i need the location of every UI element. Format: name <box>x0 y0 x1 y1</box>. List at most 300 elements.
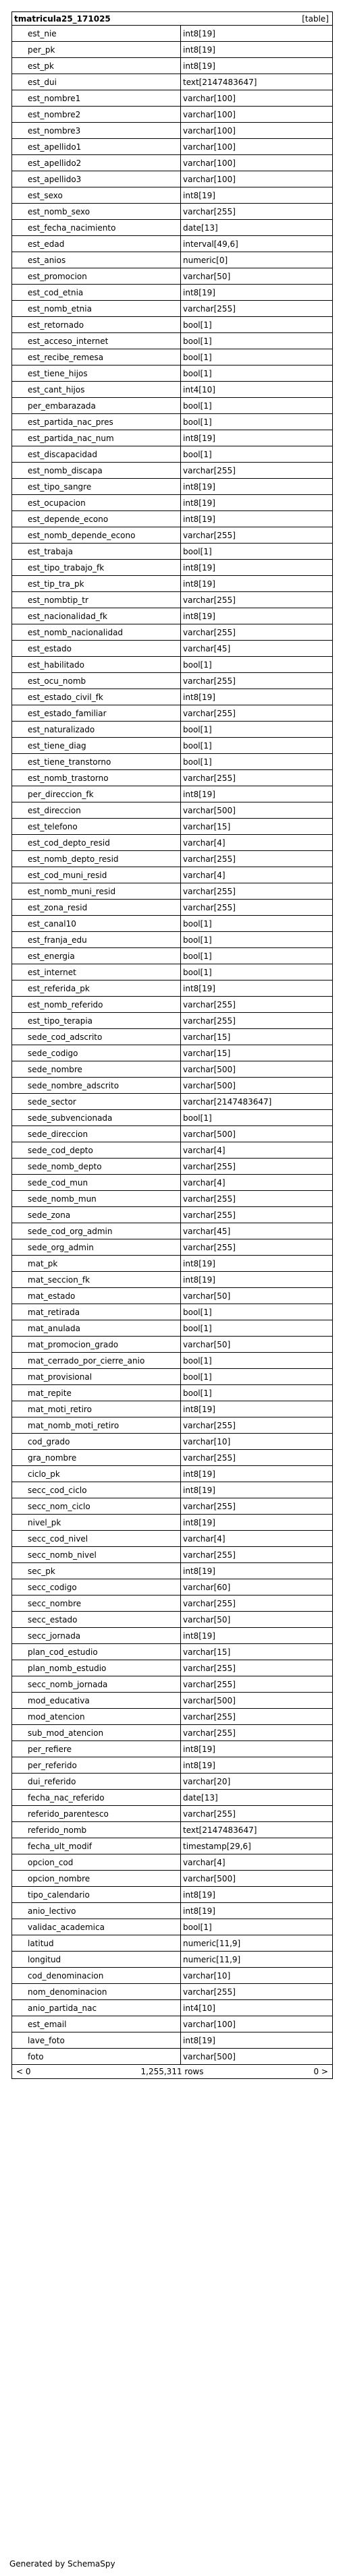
column-type: varchar[255] <box>183 1501 236 1511</box>
column-type: bool[1] <box>183 918 212 929</box>
column-row[interactable] <box>12 90 332 107</box>
column-row[interactable] <box>12 511 332 527</box>
column-row[interactable] <box>12 1482 332 1498</box>
column-type: numeric[11,9] <box>183 1954 241 1964</box>
column-type: varchar[500] <box>183 805 236 815</box>
column-row[interactable] <box>12 236 332 252</box>
column-name: est_ocu_nomb <box>12 673 181 689</box>
column-row[interactable] <box>12 1110 332 1126</box>
column-name: est_franja_edu <box>12 932 181 947</box>
column-type: varchar[255] <box>183 530 236 540</box>
column-type: int8[19] <box>183 1517 215 1527</box>
column-name: est_fecha_nacimiento <box>12 220 181 235</box>
column-name: est_dui <box>12 74 181 90</box>
column-row[interactable] <box>12 592 332 608</box>
column-name: opcion_nombre <box>12 1871 181 1886</box>
column-row[interactable] <box>12 980 332 997</box>
column-name: est_tipo_trabajo_fk <box>12 560 181 575</box>
column-row[interactable] <box>12 171 332 187</box>
column-type: bool[1] <box>183 1323 212 1333</box>
column-type: varchar[255] <box>183 1809 236 1819</box>
column-name: est_nomb_trastorno <box>12 770 181 786</box>
column-name: sede_nomb_depto <box>12 1159 181 1174</box>
column-type: varchar[100] <box>183 142 236 152</box>
column-type: varchar[255] <box>183 676 236 686</box>
column-row[interactable] <box>12 770 332 786</box>
column-type: varchar[255] <box>183 1161 236 1171</box>
column-name: est_tiene_transtorno <box>12 754 181 769</box>
column-name: est_nomb_etnia <box>12 301 181 316</box>
column-row[interactable] <box>12 204 332 220</box>
column-row[interactable] <box>12 1774 332 1790</box>
column-type: int8[19] <box>183 1404 215 1414</box>
column-row[interactable] <box>12 964 332 980</box>
column-type: varchar[50] <box>183 1339 231 1349</box>
column-row[interactable] <box>12 932 332 948</box>
column-name: per_embarazada <box>12 398 181 413</box>
column-name: est_nomb_sexo <box>12 204 181 219</box>
column-row[interactable] <box>12 1417 332 1434</box>
column-name: sede_cod_mun <box>12 1175 181 1190</box>
column-name: sede_nomb_mun <box>12 1191 181 1206</box>
column-name: sede_direccion <box>12 1126 181 1142</box>
column-name: longitud <box>12 1952 181 1967</box>
column-type: varchar[60] <box>183 1582 231 1592</box>
column-row[interactable] <box>12 58 332 74</box>
column-row[interactable] <box>12 916 332 932</box>
column-type: bool[1] <box>183 967 212 977</box>
column-row[interactable] <box>12 1709 332 1725</box>
column-type: varchar[500] <box>183 1080 236 1090</box>
column-row[interactable] <box>12 107 332 123</box>
column-name: sede_cod_adscrito <box>12 1029 181 1045</box>
column-type: bool[1] <box>183 320 212 330</box>
column-row[interactable] <box>12 2032 332 2049</box>
column-name: est_naturalizado <box>12 722 181 737</box>
column-name: anio_lectivo <box>12 1903 181 1919</box>
column-row[interactable] <box>12 252 332 268</box>
column-name: mat_repite <box>12 1385 181 1401</box>
column-type: int8[19] <box>183 1760 215 1770</box>
column-type: varchar[255] <box>183 1679 236 1689</box>
table-name: tmatricula25_171025 <box>14 13 111 24</box>
column-row[interactable] <box>12 382 332 398</box>
column-name: est_ocupacion <box>12 495 181 510</box>
column-row[interactable] <box>12 1612 332 1628</box>
column-name: secc_nom_ciclo <box>12 1498 181 1514</box>
column-row[interactable] <box>12 430 332 446</box>
column-row[interactable] <box>12 1159 332 1175</box>
column-row[interactable] <box>12 42 332 58</box>
column-type: bool[1] <box>183 1307 212 1317</box>
column-row[interactable] <box>12 1660 332 1676</box>
column-row[interactable] <box>12 835 332 851</box>
column-name: tipo_calendario <box>12 1887 181 1902</box>
column-row[interactable] <box>12 1466 332 1482</box>
column-type: varchar[500] <box>183 1129 236 1139</box>
column-type: varchar[255] <box>183 1420 236 1430</box>
column-name: est_acceso_internet <box>12 333 181 349</box>
column-type: varchar[4] <box>183 838 225 848</box>
column-row[interactable] <box>12 1239 332 1256</box>
column-type: varchar[255] <box>183 1210 236 1220</box>
column-row[interactable] <box>12 1935 332 1952</box>
column-row[interactable] <box>12 1838 332 1854</box>
column-type: bool[1] <box>183 935 212 945</box>
column-row[interactable] <box>12 123 332 139</box>
column-row[interactable] <box>12 1693 332 1709</box>
column-type: date[13] <box>183 223 218 233</box>
column-type: int4[10] <box>183 2003 215 2013</box>
column-name: est_nomb_discapa <box>12 463 181 478</box>
column-name: sede_cod_depto <box>12 1142 181 1158</box>
column-type: varchar[255] <box>183 303 236 314</box>
column-type: varchar[255] <box>183 206 236 216</box>
column-type: varchar[255] <box>183 465 236 475</box>
column-type: varchar[45] <box>183 643 231 653</box>
column-type: bool[1] <box>183 352 212 362</box>
column-type: int4[10] <box>183 384 215 394</box>
column-row[interactable] <box>12 1952 332 1968</box>
column-type: varchar[255] <box>183 1194 236 1204</box>
column-type: int8[19] <box>183 287 215 297</box>
column-row[interactable] <box>12 624 332 641</box>
column-row[interactable] <box>12 463 332 479</box>
column-row[interactable] <box>12 1676 332 1693</box>
column-name: est_apellido3 <box>12 171 181 187</box>
column-name: est_nomb_muni_resid <box>12 883 181 899</box>
column-name: est_tiene_hijos <box>12 365 181 381</box>
column-row[interactable] <box>12 2049 332 2065</box>
column-name: per_refiere <box>12 1741 181 1757</box>
column-row[interactable] <box>12 2000 332 2016</box>
column-row[interactable] <box>12 608 332 624</box>
row-count: 1,255,311 rows <box>140 2067 204 2076</box>
column-type: varchar[255] <box>183 1598 236 1608</box>
column-row[interactable] <box>12 1272 332 1288</box>
column-name: est_discapacidad <box>12 446 181 462</box>
column-row[interactable] <box>12 1045 332 1061</box>
column-name: est_depende_econo <box>12 511 181 527</box>
column-type: varchar[500] <box>183 1873 236 1883</box>
column-type: timestamp[29,6] <box>183 1841 251 1851</box>
column-type: varchar[100] <box>183 109 236 119</box>
column-row[interactable] <box>12 1320 332 1337</box>
column-type: varchar[255] <box>183 1728 236 1738</box>
column-type: int8[19] <box>183 45 215 55</box>
column-name: mat_seccion_fk <box>12 1272 181 1287</box>
column-name: secc_nomb_jornada <box>12 1676 181 1692</box>
column-row[interactable] <box>12 1191 332 1207</box>
column-type: varchar[45] <box>183 1226 231 1236</box>
column-name: cod_grado <box>12 1434 181 1449</box>
column-type: int8[19] <box>183 1631 215 1641</box>
column-row[interactable] <box>12 705 332 722</box>
column-type: int8[19] <box>183 1469 215 1479</box>
column-row[interactable] <box>12 1515 332 1531</box>
column-type: varchar[255] <box>183 1550 236 1560</box>
column-row[interactable] <box>12 851 332 867</box>
column-row[interactable] <box>12 689 332 705</box>
column-name: secc_nombre <box>12 1596 181 1611</box>
column-row[interactable] <box>12 997 332 1013</box>
column-name: mat_pk <box>12 1256 181 1271</box>
column-type: int8[19] <box>183 611 215 621</box>
column-row[interactable] <box>12 1531 332 1547</box>
column-row[interactable] <box>12 2016 332 2032</box>
column-type: bool[1] <box>183 757 212 767</box>
column-row[interactable] <box>12 754 332 770</box>
table-header <box>12 12 332 26</box>
column-row[interactable] <box>12 285 332 301</box>
column-name: est_cod_muni_resid <box>12 867 181 883</box>
column-row[interactable] <box>12 948 332 964</box>
column-type: varchar[15] <box>183 821 231 831</box>
column-row[interactable] <box>12 1288 332 1304</box>
column-name: secc_nomb_nivel <box>12 1547 181 1562</box>
column-list <box>12 26 332 2065</box>
column-row[interactable] <box>12 1434 332 1450</box>
column-name: sub_mod_atencion <box>12 1725 181 1740</box>
column-type: bool[1] <box>183 546 212 556</box>
column-row[interactable] <box>12 1984 332 2000</box>
column-name: est_referida_pk <box>12 980 181 996</box>
column-name: est_sexo <box>12 187 181 203</box>
column-name: mod_educativa <box>12 1693 181 1708</box>
column-row[interactable] <box>12 1353 332 1369</box>
column-type: varchar[500] <box>183 1064 236 1074</box>
column-name: est_nombre1 <box>12 90 181 106</box>
column-row[interactable] <box>12 301 332 317</box>
column-type: int8[19] <box>183 789 215 799</box>
column-type: varchar[15] <box>183 1032 231 1042</box>
column-type: varchar[4] <box>183 870 225 880</box>
column-name: referido_nomb <box>12 1822 181 1838</box>
column-row[interactable] <box>12 1822 332 1838</box>
column-row[interactable] <box>12 1175 332 1191</box>
column-row[interactable] <box>12 819 332 835</box>
column-type: varchar[255] <box>183 886 236 896</box>
column-type: int8[19] <box>183 498 215 508</box>
column-row[interactable] <box>12 544 332 560</box>
column-type: varchar[255] <box>183 1987 236 1997</box>
column-row[interactable] <box>12 1596 332 1612</box>
column-type: varchar[255] <box>183 1663 236 1673</box>
column-row[interactable] <box>12 398 332 414</box>
column-row[interactable] <box>12 560 332 576</box>
column-row[interactable] <box>12 1369 332 1385</box>
column-name: secc_estado <box>12 1612 181 1627</box>
column-name: est_canal10 <box>12 916 181 931</box>
column-row[interactable] <box>12 220 332 236</box>
column-row[interactable] <box>12 1401 332 1417</box>
column-row[interactable] <box>12 1498 332 1515</box>
column-row[interactable] <box>12 1385 332 1401</box>
column-type: varchar[100] <box>183 93 236 103</box>
column-name: mat_estado <box>12 1288 181 1304</box>
column-row[interactable] <box>12 333 332 349</box>
column-row[interactable] <box>12 26 332 42</box>
column-row[interactable] <box>12 187 332 204</box>
column-row[interactable] <box>12 446 332 463</box>
generated-by: Generated by SchemaSpy <box>9 2559 115 2569</box>
column-row[interactable] <box>12 1337 332 1353</box>
column-type: int8[19] <box>183 514 215 524</box>
column-name: est_recibe_remesa <box>12 349 181 365</box>
column-type: int8[19] <box>183 1485 215 1495</box>
column-row[interactable] <box>12 1919 332 1935</box>
column-type: varchar[500] <box>183 2051 236 2061</box>
column-row[interactable] <box>12 1013 332 1029</box>
column-row[interactable] <box>12 722 332 738</box>
column-type: int8[19] <box>183 1258 215 1268</box>
column-name: latitud <box>12 1935 181 1951</box>
column-type: varchar[50] <box>183 1614 231 1624</box>
column-type: numeric[0] <box>183 255 228 265</box>
column-row[interactable] <box>12 1029 332 1045</box>
column-row[interactable] <box>12 349 332 365</box>
column-name: opcion_cod <box>12 1854 181 1870</box>
column-name: est_habilitado <box>12 657 181 672</box>
column-type: varchar[15] <box>183 1647 231 1657</box>
column-name: est_nomb_referido <box>12 997 181 1012</box>
column-row[interactable] <box>12 1563 332 1579</box>
column-type: bool[1] <box>183 401 212 411</box>
column-type: varchar[255] <box>183 902 236 912</box>
column-row[interactable] <box>12 1547 332 1563</box>
column-name: est_tipo_terapia <box>12 1013 181 1028</box>
column-name: est_promocion <box>12 268 181 284</box>
column-row[interactable] <box>12 786 332 802</box>
column-row[interactable] <box>12 1207 332 1223</box>
column-row[interactable] <box>12 1806 332 1822</box>
column-row[interactable] <box>12 1061 332 1078</box>
column-row[interactable] <box>12 1304 332 1320</box>
column-row[interactable] <box>12 495 332 511</box>
column-type: int8[19] <box>183 61 215 71</box>
column-type: int8[19] <box>183 1275 215 1285</box>
column-name: fecha_nac_referido <box>12 1790 181 1805</box>
column-type: varchar[255] <box>183 1016 236 1026</box>
column-type: bool[1] <box>183 1113 212 1123</box>
column-name: mat_anulada <box>12 1320 181 1336</box>
column-type: varchar[4] <box>183 1177 225 1188</box>
column-row[interactable] <box>12 900 332 916</box>
column-row[interactable] <box>12 317 332 333</box>
column-name: est_email <box>12 2016 181 2032</box>
column-row[interactable] <box>12 802 332 819</box>
column-type: varchar[255] <box>183 1453 236 1463</box>
column-row[interactable] <box>12 414 332 430</box>
column-row[interactable] <box>12 1223 332 1239</box>
column-row[interactable] <box>12 657 332 673</box>
column-type: varchar[50] <box>183 1291 231 1301</box>
column-name: plan_nomb_estudio <box>12 1660 181 1676</box>
column-row[interactable] <box>12 1094 332 1110</box>
column-row[interactable] <box>12 139 332 155</box>
column-row[interactable] <box>12 867 332 883</box>
column-name: per_direccion_fk <box>12 786 181 802</box>
column-row[interactable] <box>12 1256 332 1272</box>
column-type: bool[1] <box>183 417 212 427</box>
column-type: bool[1] <box>183 1922 212 1932</box>
column-name: est_estado_familiar <box>12 705 181 721</box>
column-type: date[13] <box>183 1792 218 1803</box>
column-row[interactable] <box>12 1790 332 1806</box>
column-row[interactable] <box>12 1126 332 1142</box>
column-name: est_edad <box>12 236 181 252</box>
column-row[interactable] <box>12 268 332 285</box>
column-row[interactable] <box>12 155 332 171</box>
column-name: lave_foto <box>12 2032 181 2048</box>
column-name: est_internet <box>12 964 181 980</box>
column-type: bool[1] <box>183 724 212 734</box>
column-type: bool[1] <box>183 951 212 961</box>
column-name: est_cod_depto_resid <box>12 835 181 850</box>
column-type: bool[1] <box>183 740 212 751</box>
column-name: sede_nombre <box>12 1061 181 1077</box>
column-type: varchar[100] <box>183 2019 236 2029</box>
column-row[interactable] <box>12 576 332 592</box>
column-row[interactable] <box>12 1757 332 1774</box>
column-name: cod_denominacion <box>12 1968 181 1983</box>
column-row[interactable] <box>12 479 332 495</box>
column-name: sede_org_admin <box>12 1239 181 1255</box>
column-name: secc_codigo <box>12 1579 181 1595</box>
column-name: per_pk <box>12 42 181 57</box>
column-row[interactable] <box>12 641 332 657</box>
column-row[interactable] <box>12 1968 332 1984</box>
column-row[interactable] <box>12 1078 332 1094</box>
column-row[interactable] <box>12 1579 332 1596</box>
column-row[interactable] <box>12 365 332 382</box>
column-row[interactable] <box>12 1644 332 1660</box>
column-row[interactable] <box>12 1903 332 1919</box>
column-name: gra_nombre <box>12 1450 181 1465</box>
table-footer <box>12 2065 332 2078</box>
column-type: varchar[500] <box>183 1695 236 1705</box>
column-name: est_tip_tra_pk <box>12 576 181 591</box>
column-name: mat_cerrado_por_cierre_anio <box>12 1353 181 1368</box>
column-type: bool[1] <box>183 449 212 459</box>
column-row[interactable] <box>12 1450 332 1466</box>
column-row[interactable] <box>12 883 332 900</box>
column-type: varchar[10] <box>183 1970 231 1981</box>
column-row[interactable] <box>12 1142 332 1159</box>
column-name: est_energia <box>12 948 181 964</box>
column-type: varchar[255] <box>183 999 236 1009</box>
column-row[interactable] <box>12 673 332 689</box>
column-row[interactable] <box>12 1725 332 1741</box>
column-name: est_nomb_depende_econo <box>12 527 181 543</box>
column-row[interactable] <box>12 1871 332 1887</box>
column-type: int8[19] <box>183 28 215 38</box>
column-row[interactable] <box>12 74 332 90</box>
column-name: est_apellido1 <box>12 139 181 154</box>
column-row[interactable] <box>12 527 332 544</box>
column-type: int8[19] <box>183 1906 215 1916</box>
column-row[interactable] <box>12 1854 332 1871</box>
column-type: interval[49,6] <box>183 239 238 249</box>
column-name: fecha_ult_modif <box>12 1838 181 1854</box>
column-row[interactable] <box>12 738 332 754</box>
column-name: est_zona_resid <box>12 900 181 915</box>
column-row[interactable] <box>12 1628 332 1644</box>
column-name: sede_subvencionada <box>12 1110 181 1125</box>
column-row[interactable] <box>12 1741 332 1757</box>
column-row[interactable] <box>12 1887 332 1903</box>
column-type: varchar[100] <box>183 174 236 184</box>
